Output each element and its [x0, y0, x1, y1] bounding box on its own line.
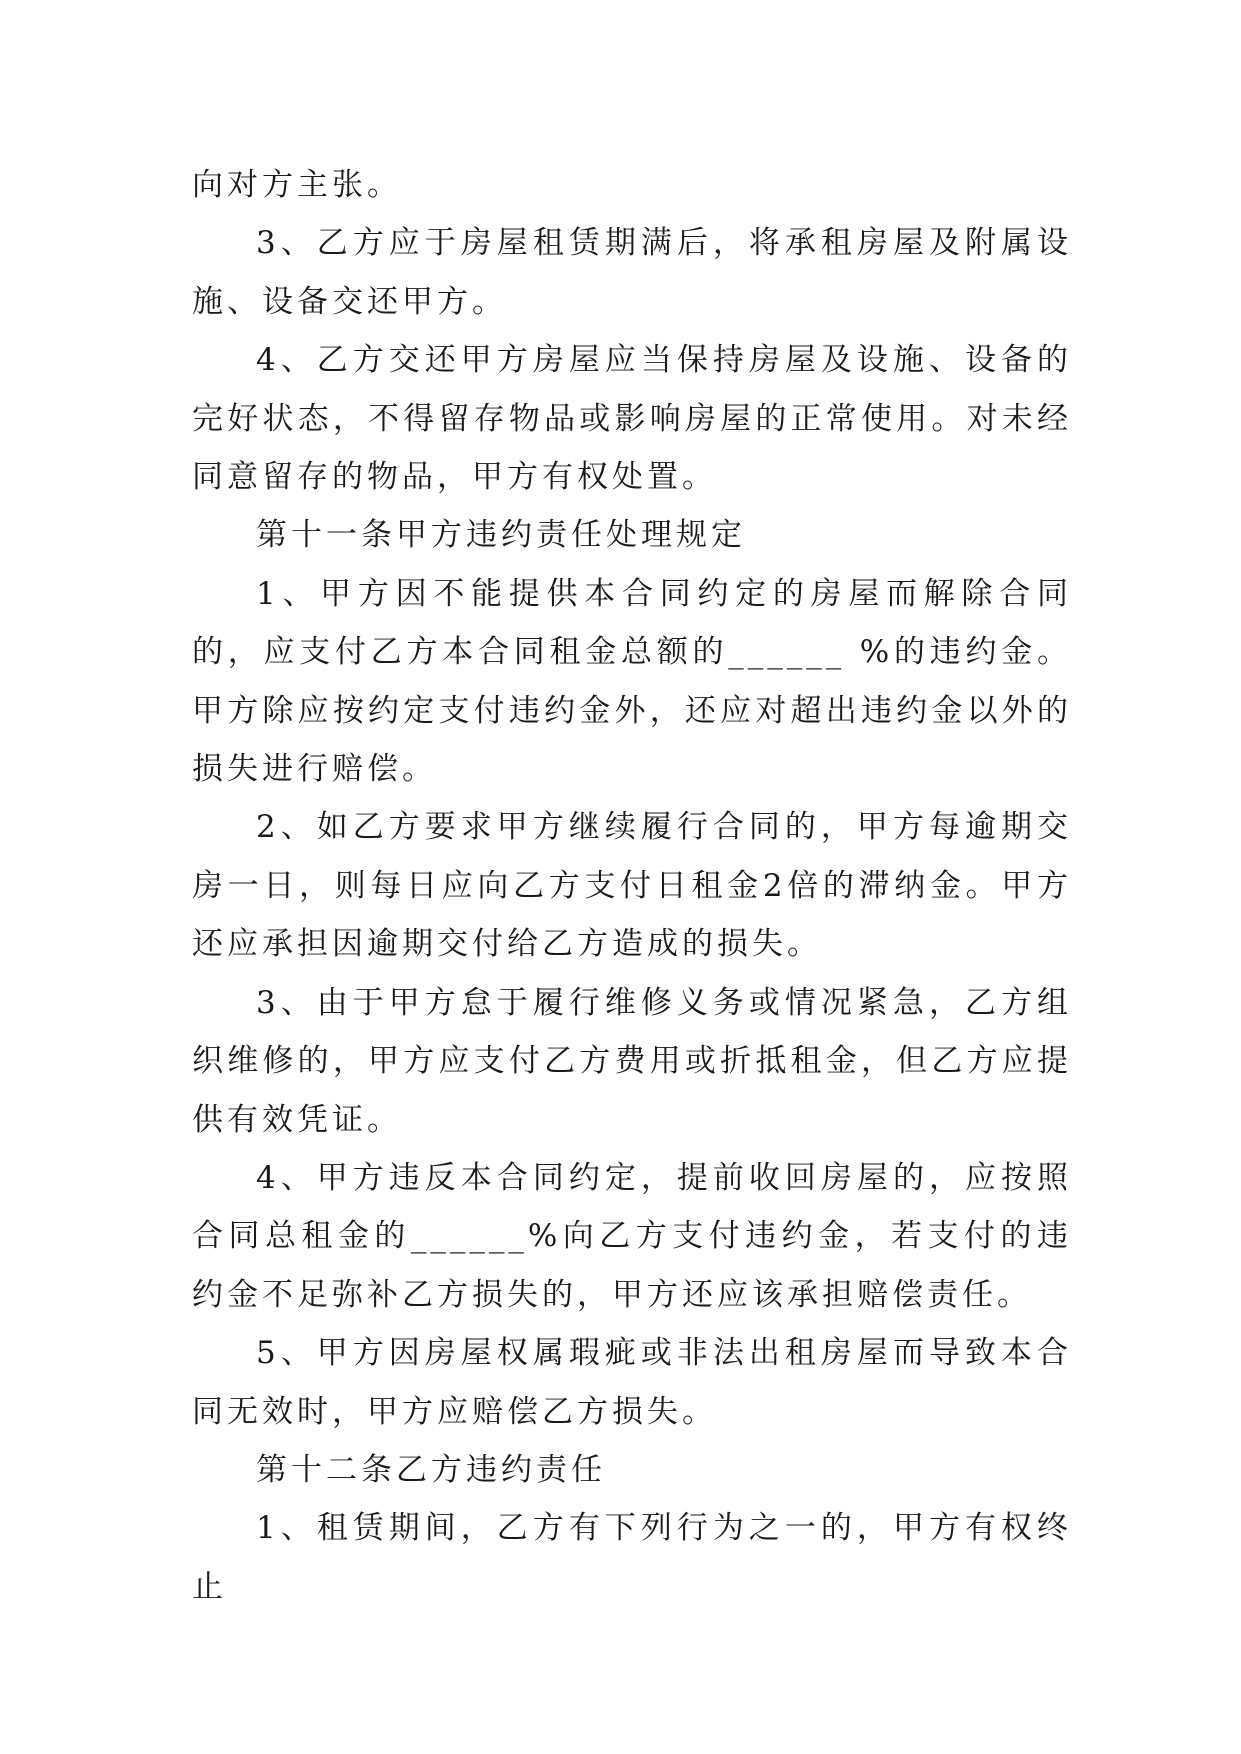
paragraph-clause-11-5: 5、甲方因房屋权属瑕疵或非法出租房屋而导致本合同无效时，甲方应赔偿乙方损失。 [192, 1335, 1072, 1430]
section-heading-article-12: 第十二条乙方违约责任 [256, 1451, 606, 1488]
paragraph-clause-10-4: 4、乙方交还甲方房屋应当保持房屋及设施、设备的完好状态，不得留存物品或影响房屋的正常使用。对未经同意留存的物品，甲方有权处置。 [192, 342, 1072, 496]
paragraph-clause-11-3: 3、由于甲方怠于履行维修义务或情况紧急，乙方组织维修的，甲方应支付乙方费用或折抵租金，但乙方应提供有效凭证。 [192, 984, 1072, 1138]
document-body [192, 156, 1072, 1616]
paragraph-clause-11-1: 1、甲方因不能提供本合同约定的房屋而解除合同的，应支付乙方本合同租金总额的______ %的违约金。甲方除应按约定支付违约金外，还应对超出违约金以外的损失进行赔偿。 [192, 575, 1072, 788]
paragraph-continuation: 向对方主张。 [192, 167, 402, 203]
paragraph-clause-11-2: 2、如乙方要求甲方继续履行合同的，甲方每逾期交房一日，则每日应向乙方支付日租金2倍的滞纳金。甲方还应承担因逾期交付给乙方造成的损失。 [192, 809, 1072, 963]
paragraph-clause-10-3: 3、乙方应于房屋租赁期满后，将承租房屋及附属设施、设备交还甲方。 [192, 225, 1072, 320]
paragraph-clause-12-1: 1、租赁期间，乙方有下列行为之一的，甲方有权终止 [192, 1510, 1072, 1605]
section-heading-article-11: 第十一条甲方违约责任处理规定 [256, 517, 746, 554]
paragraph-clause-11-4: 4、甲方违反本合同约定，提前收回房屋的，应按照合同总租金的______%向乙方支付违约金，若支付的违约金不足弥补乙方损失的，甲方还应该承担赔偿责任。 [192, 1159, 1072, 1313]
